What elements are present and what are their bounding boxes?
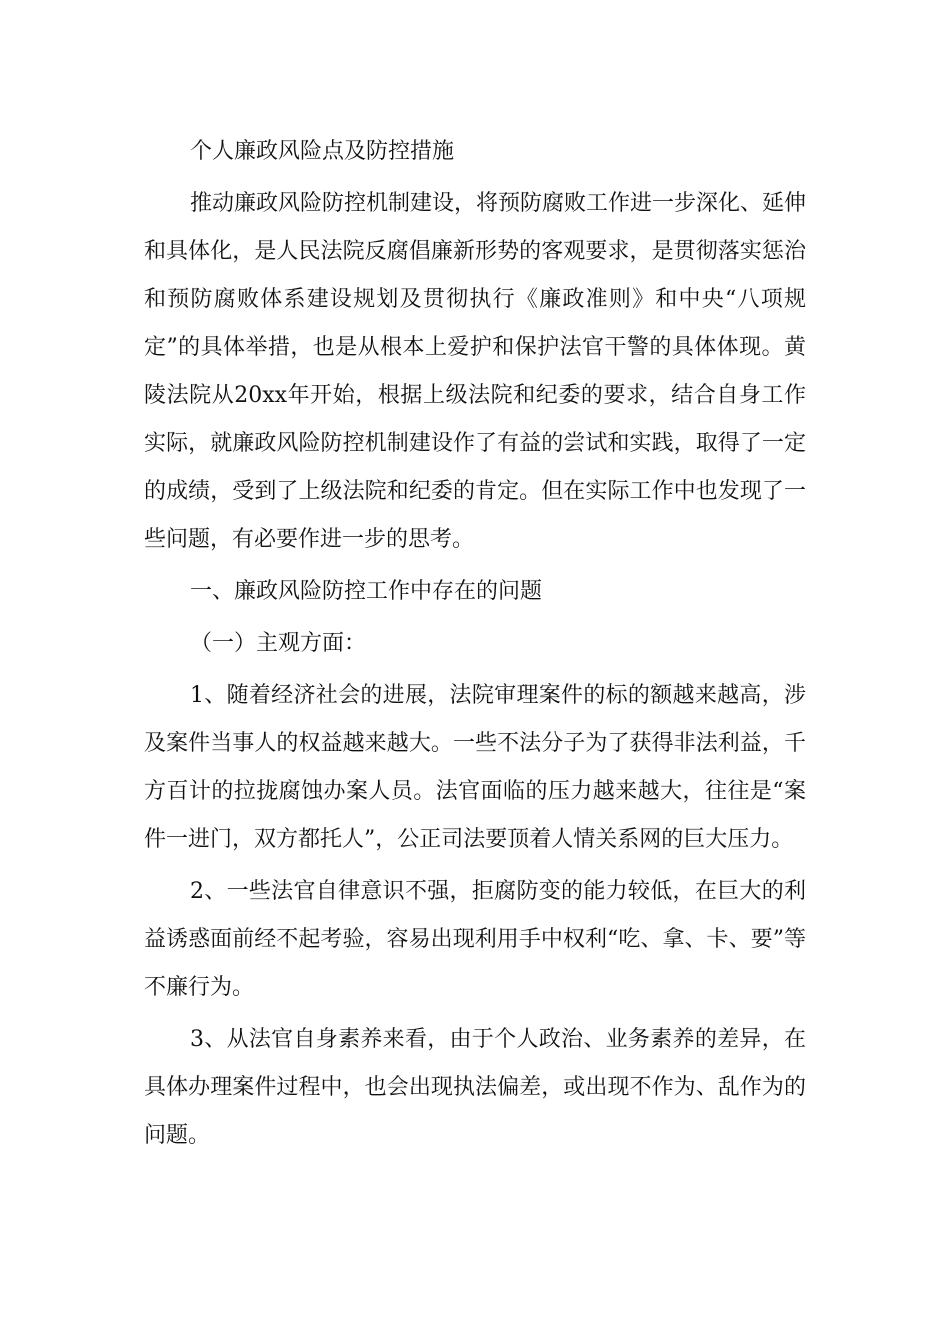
document-title: 个人廉政风险点及防控措施 xyxy=(190,139,455,164)
paragraph-item-2: 2、一些法官自律意识不强，拒腐防变的能力较低，在巨大的利益诱惑面前经不起考验，容易出现利用手中权利“吃、拿、卡、要”等不廉行为。 xyxy=(144,879,806,1000)
paragraph-item-1: 1、随着经济社会的进展，法院审理案件的标的额越来越高，涉及案件当事人的权益越来越大。一些不法分子为了获得非法利益，千方百计的拉拢腐蚀办案人员。法官面临的压力越来越大，往往是“案件一进门，双方都托人”，公正司法要顶着人情关系网的巨大压力。 xyxy=(144,683,806,852)
paragraph-item-3: 3、从法官自身素养来看，由于个人政治、业务素养的差异，在具体办理案件过程中，也会出现执法偏差，或出现不作为、乱作为的问题。 xyxy=(144,1027,806,1148)
document-body xyxy=(144,128,806,1160)
paragraph-intro: 推动廉政风险防控机制建设，将预防腐败工作进一步深化、延伸和具体化，是人民法院反腐倡廉新形势的客观要求，是贯彻落实惩治和预防腐败体系建设规划及贯彻执行《廉政准则》和中央“八项规定”的具体举措，也是从根本上爱护和保护法官干警的具体体现。黄陵法院从20xx年开始，根据上级法院和纪委的要求，结合自身工作实际，就廉政风险防控机制建设作了有益的尝试和实践，取得了一定的成绩，受到了上级法院和纪委的肯定。但在实际工作中也发现了一些问题，有必要作进一步的思考。 xyxy=(144,191,807,552)
subsection-heading-subjective: （一）主观方面： xyxy=(190,631,367,656)
section-heading-problems: 一、廉政风险防控工作中存在的问题 xyxy=(190,579,543,604)
